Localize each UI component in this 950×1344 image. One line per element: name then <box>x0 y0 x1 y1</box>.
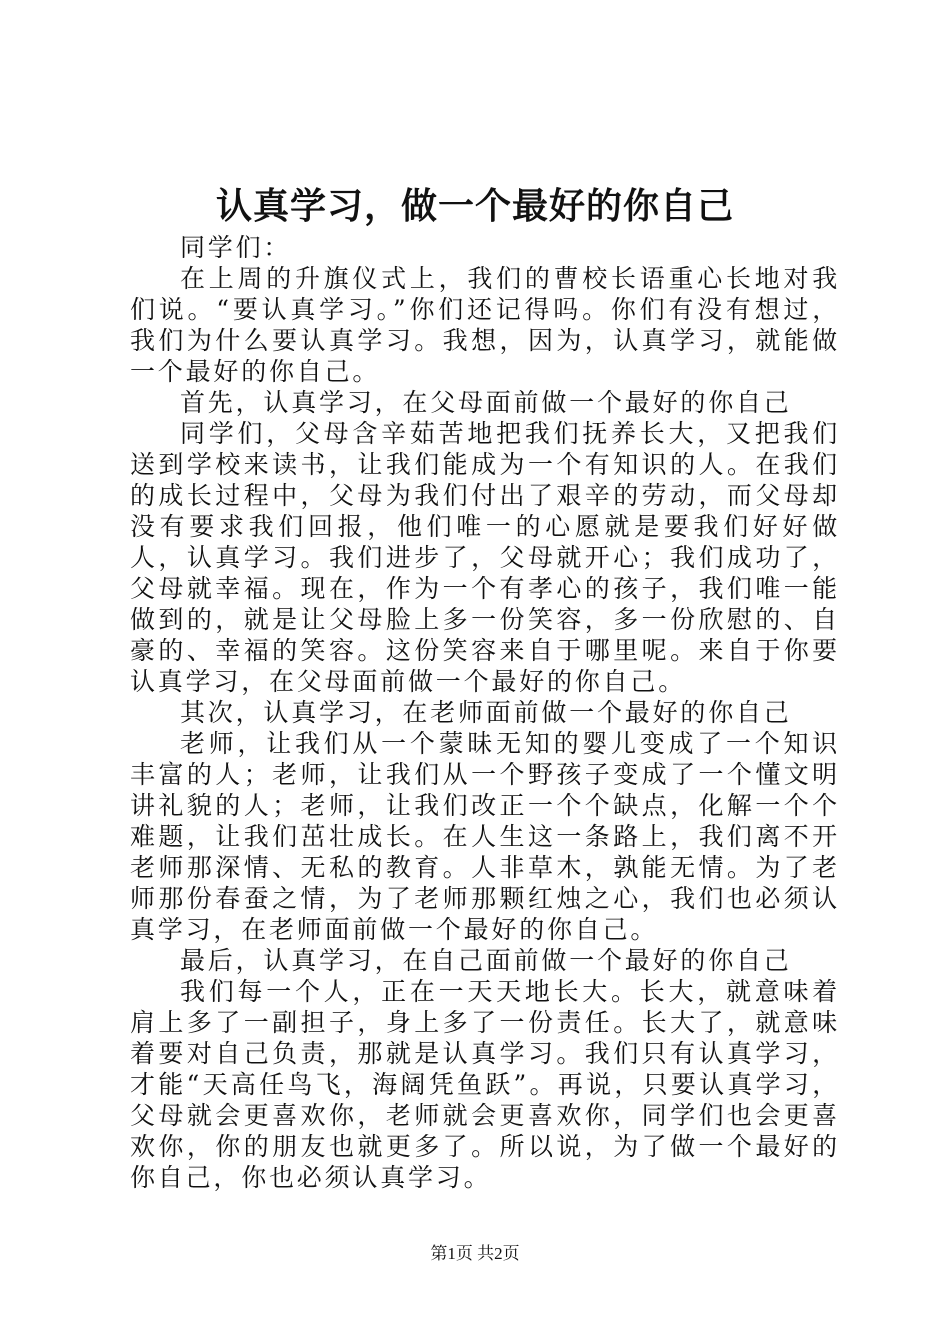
paragraph-self: 我们每一个人，正在一天天地长大。长大，就意味着肩上多了一副担子，身上多了一份责任。长大了，就意味着要对自己负责，那就是认真学习。我们只有认真学习，才能“天高任鸟飞，海阔凭鱼跃”。再说，只要认真学习，父母就会更喜欢你，老师就会更喜欢你，同学们也会更喜欢你，你的朋友也就更多了。所以说，为了做一个最好的你自己，你也必须认真学习。 <box>130 977 840 1192</box>
salutation: 同学们： <box>180 233 292 262</box>
document-title: 认真学习，做一个最好的你自己 <box>215 185 734 227</box>
heading-teachers: 其次，认真学习，在老师面前做一个最好的你自己 <box>180 698 792 727</box>
heading-self: 最后，认真学习，在自己面前做一个最好的你自己 <box>180 946 792 975</box>
paragraph-intro: 在上周的升旗仪式上，我们的曹校长语重心长地对我们说。“要认真学习。”你们还记得吗。你们有没有想过，我们为什么要认真学习。我想，因为，认真学习，就能做一个最好的你自己。 <box>130 264 840 386</box>
heading-parents: 首先，认真学习，在父母面前做一个最好的你自己 <box>180 388 792 417</box>
paragraph-parents: 同学们，父母含辛茹苦地把我们抚养长大，又把我们送到学校来读书，让我们能成为一个有知识的人。在我们的成长过程中，父母为我们付出了艰辛的劳动，而父母却没有要求我们回报，他们唯一的心愿就是要我们好好做人，认真学习。我们进步了，父母就开心；我们成功了，父母就幸福。现在，作为一个有孝心的孩子，我们唯一能做到的，就是让父母脸上多一份笑容，多一份欣慰的、自豪的、幸福的笑容。这份笑容来自于哪里呢。来自于你要认真学习，在父母面前做一个最好的你自己。 <box>130 419 840 696</box>
page-number-footer: 第1页 共2页 <box>430 1244 520 1263</box>
paragraph-teachers: 老师，让我们从一个蒙昧无知的婴儿变成了一个知识丰富的人；老师，让我们从一个野孩子变成了一个懂文明讲礼貌的人；老师，让我们改正一个个缺点，化解一个个难题，让我们茁壮成长。在人生这一条路上，我们离不开老师那深情、无私的教育。人非草木，孰能无情。为了老师那份春蚕之情，为了老师那颗红烛之心，我们也必须认真学习，在老师面前做一个最好的你自己。 <box>130 729 840 944</box>
document-body <box>130 232 840 1193</box>
